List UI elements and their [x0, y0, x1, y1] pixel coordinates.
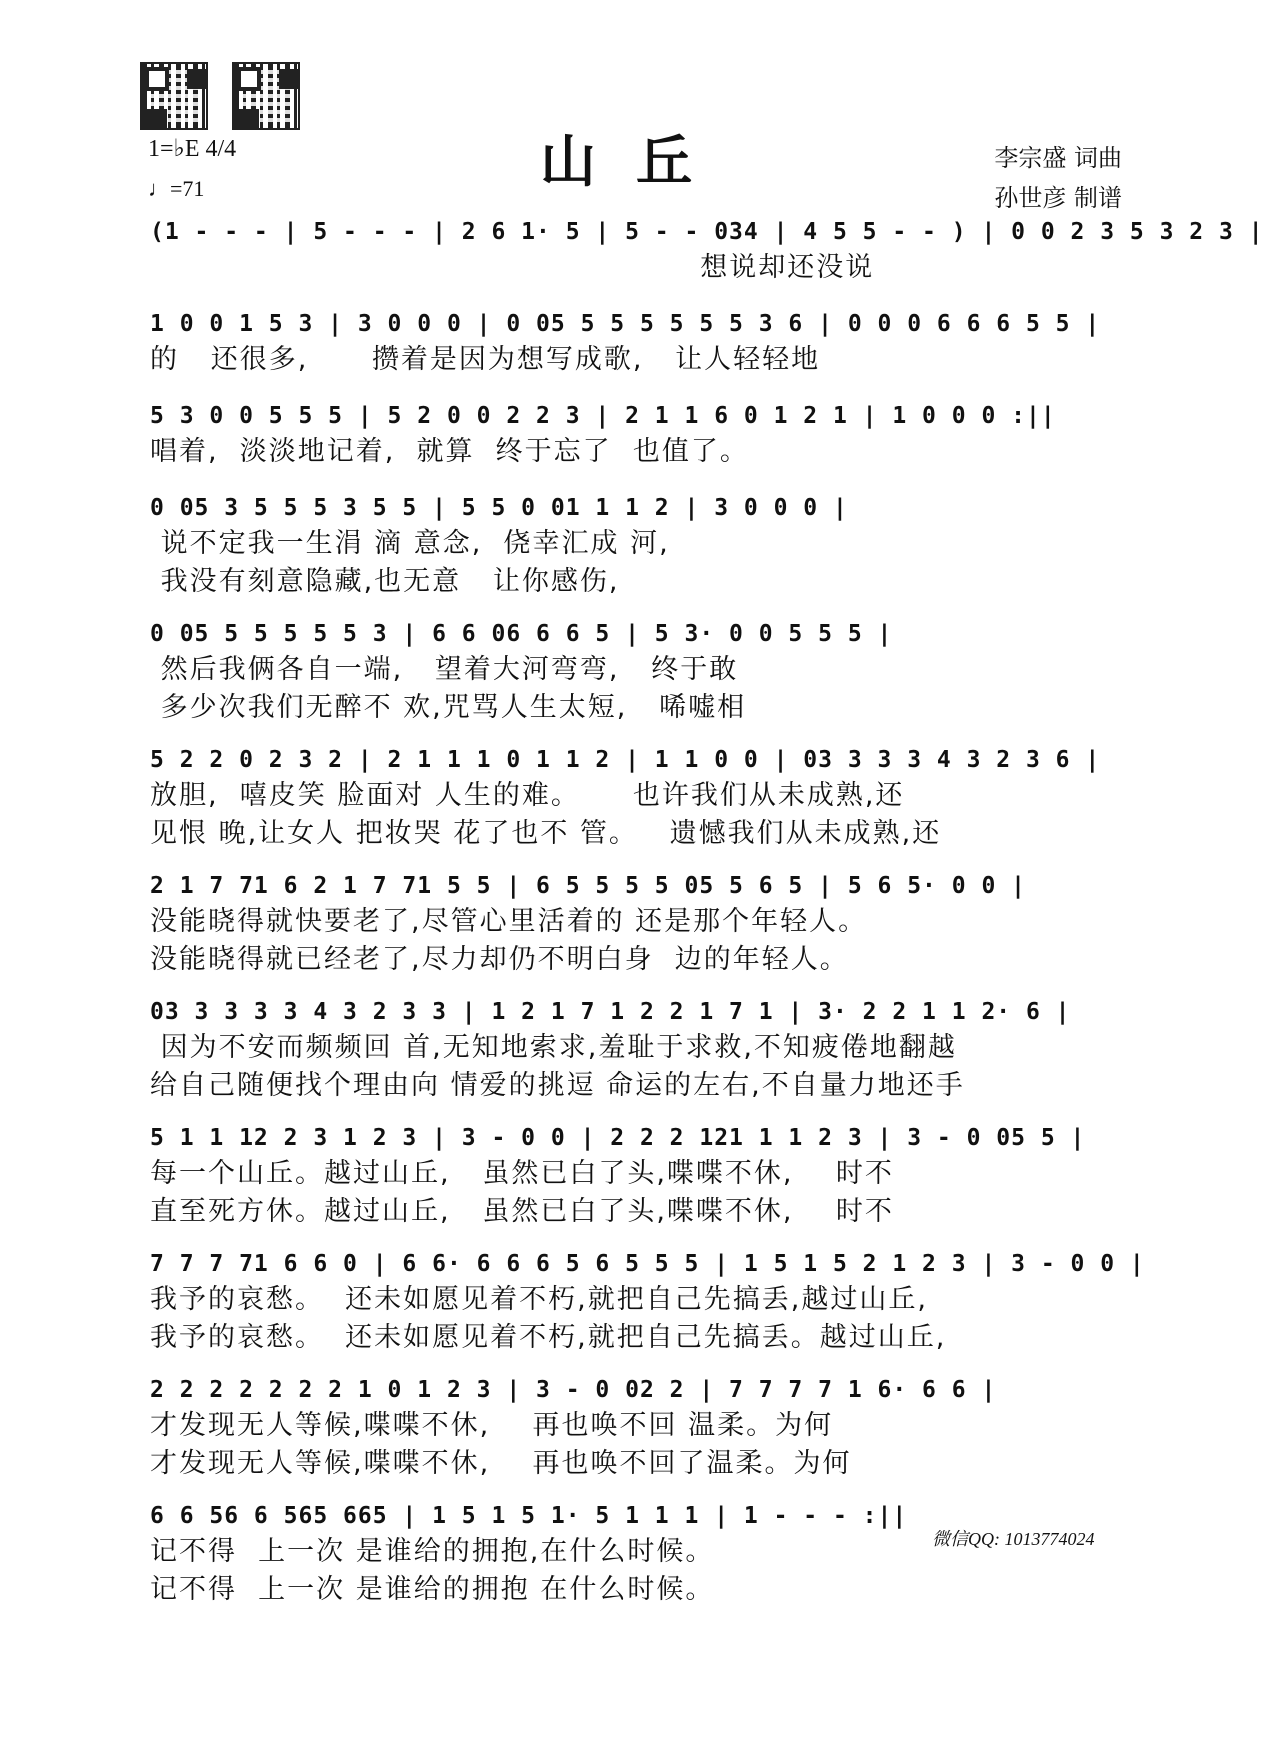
notation-row: 5 1 1 12 2 3 1 2 3 | 3 - 0 0 | 2 2 2 121 1 1 2 3 | 3 - 0 05 5 | — [150, 1125, 1086, 1151]
notation-row: 6 6 56 6 565 665 | 1 5 1 5 1· 5 1 1 1 | 1 - - - :|| — [150, 1503, 908, 1529]
score-sheet — [150, 215, 1264, 1625]
tempo-marking: ♩=71 — [148, 176, 205, 201]
arranger-credit: 孙世彦 制谱 — [994, 184, 1122, 212]
lyric-row: 放胆, 嘻皮笑 脸面对 人生的难。 也许我们从未成熟,还 — [150, 780, 905, 811]
composer-credit: 李宗盛 词曲 — [994, 144, 1122, 172]
lyric-row: 我没有刻意隐藏,也无意 让你感伤, — [150, 566, 620, 597]
wechat-contact: 微信QQ: 1013774024 — [932, 1529, 1095, 1549]
score-line — [150, 743, 1125, 853]
notation-row: 0 05 3 5 5 5 3 5 5 | 5 5 0 01 1 1 2 | 3 0 0 0 | — [150, 495, 848, 521]
lyric-row: 我予的哀愁。 还未如愿见着不朽,就把自己先搞丢。越过山丘, — [150, 1322, 947, 1353]
lyric-row: 我予的哀愁。 还未如愿见着不朽,就把自己先搞丢,越过山丘, — [150, 1284, 928, 1315]
notation-row: 1 0 0 1 5 3 | 3 0 0 0 | 0 05 5 5 5 5 5 5 3 6 | 0 0 0 6 6 6 5 5 | — [150, 311, 1101, 337]
lyric-row: 因为不安而频频回 首,无知地索求,羞耻于求救,不知疲倦地翻越 — [150, 1032, 957, 1063]
lyric-row: 才发现无人等候,喋喋不休, 再也唤不回 温柔。为何 — [150, 1410, 834, 1441]
credits — [994, 138, 1122, 218]
lyric-row: 然后我俩各自一端, 望着大河弯弯, 终于敢 — [150, 654, 739, 685]
lyric-row: 见恨 晚,让女人 把妆哭 花了也不 管。 遗憾我们从未成熟,还 — [150, 818, 942, 849]
notation-row: 03 3 3 3 3 4 3 2 3 3 | 1 2 1 7 1 2 2 1 7 1 | 3· 2 2 1 1 2· 6 | — [150, 999, 1071, 1025]
qr-code-icon — [140, 62, 208, 130]
lyric-row: 记不得 上一次 是谁给的拥抱 在什么时候。 — [150, 1574, 715, 1605]
score-line — [150, 307, 1125, 379]
qr-code-icon — [232, 62, 300, 130]
lyric-row: 直至死方休。越过山丘, 虽然已白了头,喋喋不休, 时不 — [150, 1196, 894, 1227]
score-line — [150, 617, 1125, 727]
lyric-row: 唱着, 淡淡地记着, 就算 终于忘了 也值了。 — [150, 436, 749, 467]
lyric-row: 才发现无人等候,喋喋不休, 再也唤不回了温柔。为何 — [150, 1448, 852, 1479]
lyric-row: 的 还很多, 攒着是因为想写成歌, 让人轻轻地 — [150, 344, 821, 375]
notation-row: 5 3 0 0 5 5 5 | 5 2 0 0 2 2 3 | 2 1 1 6 0 1 2 1 | 1 0 0 0 :|| — [150, 403, 1056, 429]
score-line — [150, 869, 1125, 979]
score-line — [150, 995, 1125, 1105]
lyric-row: 给自己随便找个理由向 情爱的挑逗 命运的左右,不自量力地还手 — [150, 1070, 965, 1101]
score-line — [150, 491, 1125, 601]
key-signature: 1=♭E 4/4 — [148, 136, 237, 162]
notation-row: 5 2 2 0 2 3 2 | 2 1 1 1 0 1 1 2 | 1 1 0 0 | 03 3 3 3 4 3 2 3 6 | — [150, 747, 1101, 773]
lyric-row: 说不定我一生涓 滴 意念, 侥幸汇成 河, — [150, 528, 670, 559]
song-title: 山丘 — [540, 129, 732, 195]
lyric-row: 没能晓得就快要老了,尽管心里活着的 还是那个年轻人。 — [150, 906, 868, 937]
score-line — [150, 1373, 1125, 1483]
score-line — [150, 399, 1125, 471]
score-line — [150, 1121, 1125, 1231]
notation-row: 0 05 5 5 5 5 5 3 | 6 6 06 6 6 5 | 5 3· 0 0 5 5 5 | — [150, 621, 893, 647]
score-line — [150, 215, 1264, 287]
score-line — [150, 1247, 1145, 1357]
notation-row: 7 7 7 71 6 6 0 | 6 6· 6 6 6 5 6 5 5 5 | 1 5 1 5 2 1 2 3 | 3 - 0 0 | — [150, 1251, 1145, 1277]
notation-row: (1 - - - | 5 - - - | 2 6 1· 5 | 5 - - 034 | 4 5 5 - - ) | 0 0 2 3 5 3 2 3 | — [150, 219, 1264, 245]
lyric-row: 记不得 上一次 是谁给的拥抱,在什么时候。 — [150, 1536, 715, 1567]
notation-row: 2 2 2 2 2 2 2 1 0 1 2 3 | 3 - 0 02 2 | 7 7 7 7 1 6· 6 6 | — [150, 1377, 997, 1403]
score-line — [150, 1499, 1125, 1609]
lyric-row: 想说却还没说 — [150, 252, 875, 283]
notation-row: 2 1 7 71 6 2 1 7 71 5 5 | 6 5 5 5 5 05 5 6 5 | 5 6 5· 0 0 | — [150, 873, 1026, 899]
lyric-row: 没能晓得就已经老了,尽力却仍不明白身 边的年轻人。 — [150, 944, 849, 975]
lyric-row: 每一个山丘。越过山丘, 虽然已白了头,喋喋不休, 时不 — [150, 1158, 894, 1189]
lyric-row: 多少次我们无醉不 欢,咒骂人生太短, 唏嘘相 — [150, 692, 747, 723]
